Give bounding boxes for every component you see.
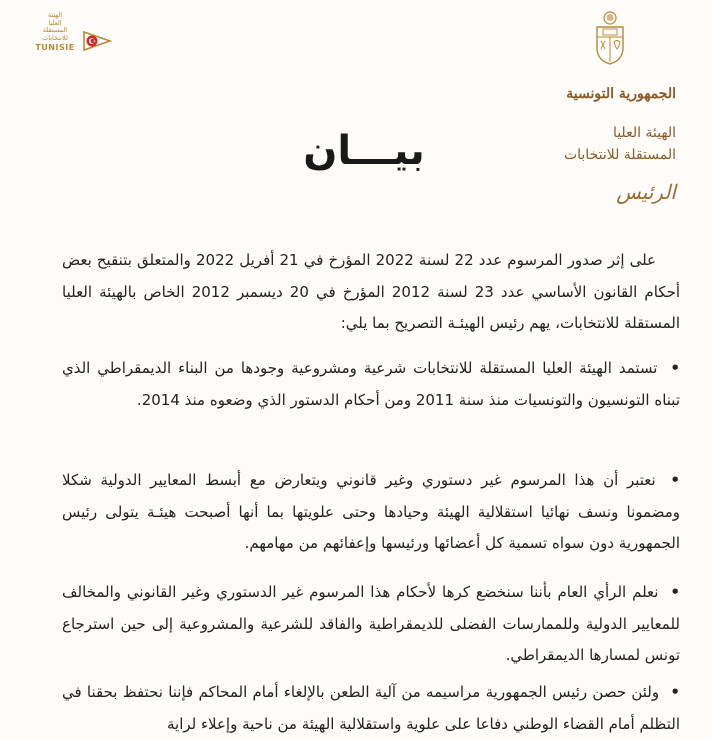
bullet-text: تستمد الهيئة العليا المستقلة للانتخابات شرعية ومشروعية وجودها من البناء الديمقراطي الذي تبناه التونسيون والتونسيات منذ سنة 2011 ومن أحكام الدستور الذي وضعوه منذ 2014.: [62, 359, 680, 409]
bullet-text: ولئن حصن رئيس الجمهورية مراسيمه من آلية الطعن بالإلغاء أمام المحاكم فإننا نحتفظ بحقنا في التظلم أمام القضاء الوطني دفاعا على علوية واستقلالية الهيئة من ناحية وإعلاء لراية: [62, 683, 680, 733]
intro-paragraph: على إثر صدور المرسوم عدد 22 لسنة 2022 المؤرخ في 21 أفريل 2022 والمتعلق بتنقيح بعض أحكام القانون الأساسي عدد 23 لسنة 2012 المؤرخ في 20 ديسمبر 2012 الخاص بالهيئة العليا المستقلة للانتخابات، يهم رئيس الهيئـة التصريح بما يلي:: [62, 251, 681, 332]
bullet-marker: •: [670, 471, 680, 489]
header-republic: الجمهورية التونسية: [566, 86, 676, 102]
bullet-paragraph-1: [62, 353, 680, 416]
logo-line-2: العليا: [48, 18, 62, 27]
logo-abbr: TUNISIE: [35, 43, 75, 52]
bullet-text: نعلم الرأي العام بأننا سنخضع كرها لأحكام هذا المرسوم غير الدستوري وغير القانوني والمخالف للمعايير الدولية وللممارسات الفضلى للديمقراطية والفاقد للشرعية والمشروعية إلى حين استرجاع تونس لمسارها الديمقراطي.: [62, 583, 680, 664]
isie-logo-text: [34, 12, 76, 52]
header-signature: الرئيس: [616, 180, 676, 204]
bullet-text: نعتبر أن هذا المرسوم غير دستوري وغير قانوني ويتعارض مع أبسط المعايير الدولية شكلا ومضمونا ونسف نهائيا استقلالية الهيئة وحيادها وحتى علويتها بما أنها أصبحت هيئـة يتولى رئيس الجمهورية دون سواه تسمية كل أعضائها ورئيسها وإعفائهم من مهامهم.: [62, 471, 680, 552]
document-title: بيـــان: [303, 128, 425, 174]
bullet-paragraph-4: [62, 677, 680, 740]
bullet-paragraph-3: [62, 577, 680, 672]
header-institution-line-1: الهيئة العليا: [612, 125, 676, 141]
bullet-marker: •: [670, 359, 680, 377]
bullet-marker: •: [670, 583, 680, 601]
tunisia-flag-emblem-icon: [82, 26, 112, 56]
bullet-paragraph-2: [62, 465, 680, 560]
logo-line-3: المستقلة: [42, 26, 68, 34]
bullet-marker: •: [670, 683, 680, 701]
header-institution: [564, 122, 676, 166]
logo-line-4: للانتخابات: [42, 33, 68, 42]
tunisia-coat-of-arms-icon: [590, 10, 630, 68]
header-institution-line-2: المستقلة للانتخابات: [563, 147, 676, 163]
isie-logo: [34, 12, 116, 72]
logo-line-1: الهيئة: [47, 11, 63, 19]
